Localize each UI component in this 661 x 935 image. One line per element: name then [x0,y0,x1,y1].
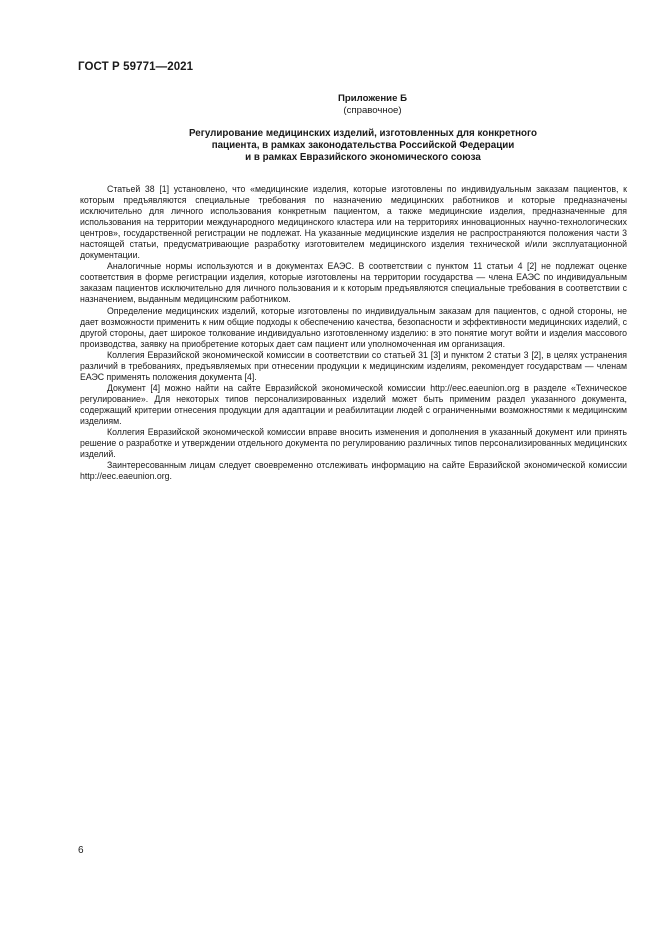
appendix-label [0,93,661,117]
heading-line: и в рамках Евразийского экономического союза [245,152,481,164]
section-heading [80,128,646,165]
page-number: 6 [78,845,84,856]
body-text [80,184,627,482]
paragraph: Коллегия Евразийской экономической комиссии в соответствии со статьей 31 [3] и пунктом 2 статьи 3 [2], в целях устранения различий в требованиях, предъявляемых при отнесении продукции к медицинским изделиям, рекомендует государствам — членам ЕАЭС применять положения документа [4]. [80,349,627,382]
heading-line: пациента, в рамках законодательства Российской Федерации [211,140,515,152]
appendix-subtitle: (справочное) [343,105,402,116]
paragraph: Статьей 38 [1] установлено, что «медицинские изделия, которые изготовлены по индивидуальным заказам пациентов, к которым предъявляются специальные требования по назначению медицинских работников и которые предназначены исключительно для личного использования конкретным пациентом, а также медицинские изделия, предназначенные для использования на территории международного медицинского кластера или на территориях инновационных научно-технологических центров», государственной регистрации не подлежат. На указанные медицинские изделия не распространяются положения части 3 настоящей статьи, предусматривающие разработку изготовителем медицинского изделия технической и/или эксплуатационной документации. [80,184,627,261]
paragraph: Заинтересованным лицам следует своевременно отслеживать информацию на сайте Евразийской экономической комиссии http://eec.eaeunion.org. [80,460,627,482]
paragraph: Документ [4] можно найти на сайте Евразийской экономической комиссии http://eec.eaeunion.org в разделе «Техническое регулирование». Для некоторых типов персонализированных изделий может быть применим раздел указанного документа, содержащий критерии отнесения продукции для адаптации и реабилитации людей с ограниченными возможностями к медицинским изделиям. [80,382,627,426]
paragraph: Аналогичные нормы используются и в документах ЕАЭС. В соответствии с пунктом 11 статьи 4 [2] не подлежат оценке соответствия в форме регистрации изделия, которые изготовлены на территории государства — члена ЕАЭС по индивидуальным заказам пациентов исключительно для личного пользования и к которым предъявляются специальные требования в соответствии с назначением, выданным медицинским работником. [80,261,627,305]
appendix-title: Приложение Б [338,93,407,104]
document-code: ГОСТ Р 59771—2021 [78,61,194,73]
paragraph: Коллегия Евразийской экономической комиссии вправе вносить изменения и дополнения в указанный документ или принять решение о разработке и утверждении отдельного документа по регулированию различных типов персонализированных медицинских изделий. [80,427,627,460]
paragraph: Определение медицинских изделий, которые изготовлены по индивидуальным заказам для пациентов, с одной стороны, не дает возможности применить к ним общие подходы к обеспечению качества, безопасности и эффективности медицинских изделий, с другой стороны, дает широкое толкование индивидуально изготовленному изделию: в это понятие могут войти и изделия массового производства, заявку на приобретение которых дает сам пациент или уполномоченная им организация. [80,305,627,349]
heading-line: Регулирование медицинских изделий, изготовленных для конкретного [189,128,537,139]
